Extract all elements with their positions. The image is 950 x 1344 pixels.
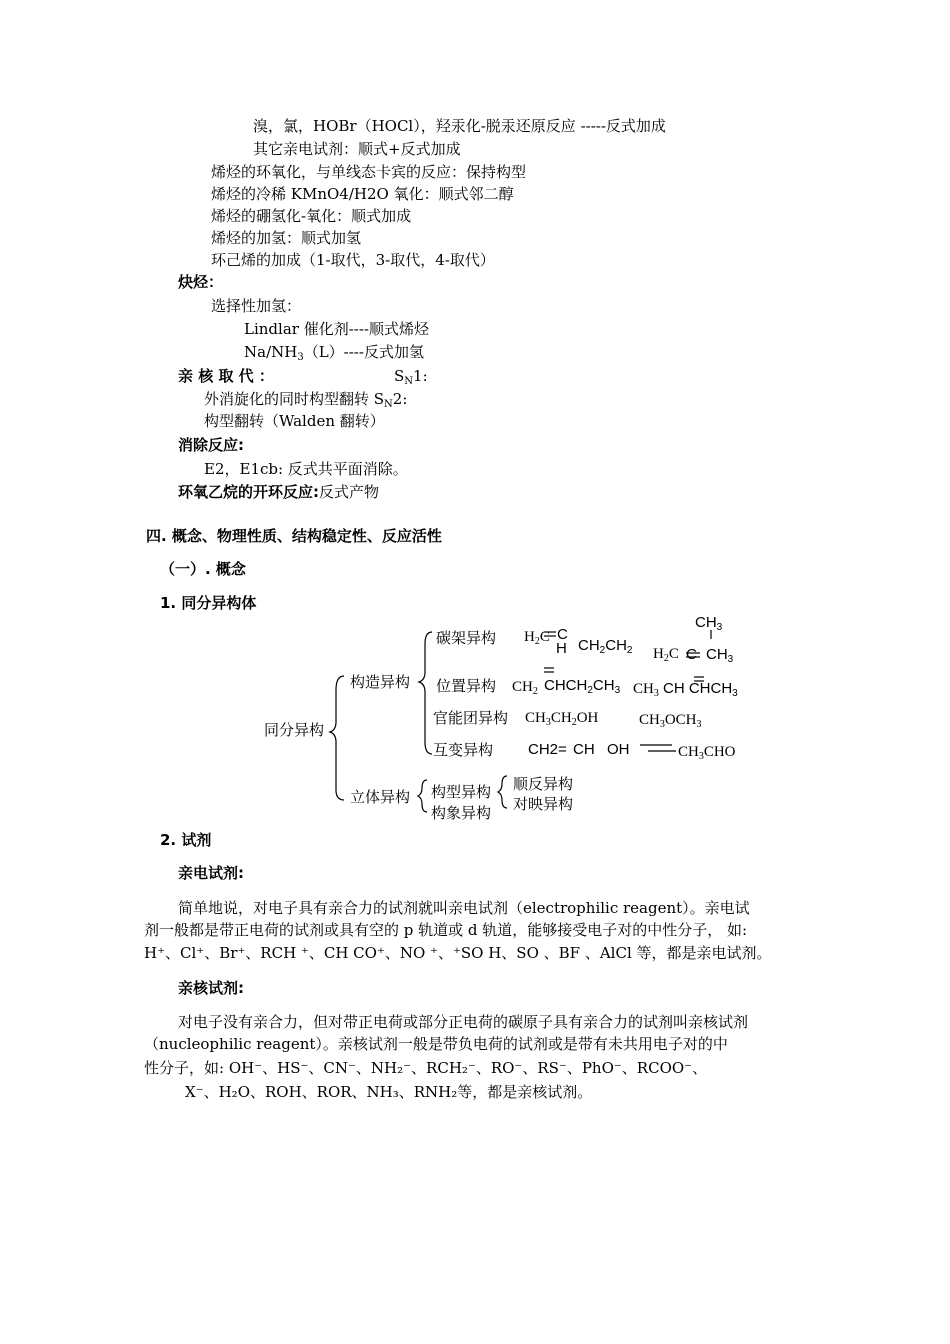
tautomerism: 互变异构	[433, 741, 494, 759]
functional-formula-dimethyl-ether: $CH_3OCH_3$	[639, 712, 702, 730]
skeleton-formula-a-start: $H_2C$	[524, 629, 550, 647]
position-formula-a: $CH_2$	[512, 679, 538, 697]
line-6: 烯烃的加氢：顺式加氢	[211, 229, 362, 247]
nucleophilic-substitution-heading: 亲 核 取 代 ：	[178, 367, 274, 385]
configurational-isomerism: 构型异构	[431, 783, 492, 801]
conformational-isomerism: 构象异构	[431, 804, 492, 822]
skeleton-formula-b-c: C	[686, 646, 697, 663]
stereoisomerism: 立体异构	[350, 788, 411, 806]
skeleton-formula-a-h: H	[556, 640, 567, 657]
line-7: 环己烯的加成（1-取代，3-取代，4-取代）	[211, 251, 495, 269]
functional-formula-ethanol: $CH_3CH_2OH$	[525, 710, 599, 728]
electrophile-para-1: 简单地说，对电子具有亲合力的试剂就叫亲电试剂（electrophilic reagent）。亲电试	[178, 899, 750, 917]
enantiomerism: 对映异构	[513, 795, 574, 813]
position-formula-b-tail: CH $CHCH_3$	[663, 680, 738, 699]
nucleophile-para-3: 性分子，如: OH⁻、HS⁻、CN⁻、NH₂⁻、RCH₂⁻、RO⁻、RS⁻、PhO⁻、RCOO⁻、	[144, 1059, 708, 1077]
nucleophile-para-4: X⁻、H₂O、ROH、ROR、NH₃、RNH₂等，都是亲核试剂。	[185, 1083, 593, 1101]
elimination-heading: 消除反应:	[178, 436, 244, 454]
e2-line: E2，E1cb: 反式共平面消除。	[204, 460, 408, 478]
skeleton-formula-b-methyl: $CH_3$	[695, 614, 723, 633]
tautomer-aldehyde: $CH_3CHO$	[678, 744, 736, 762]
tautomer-enol-a: CH2=	[528, 741, 567, 758]
skeleton-formula-b-start: $H_2C$	[653, 646, 679, 664]
subsection-concepts: （一）. 概念	[160, 560, 246, 578]
heading-isomers: 1. 同分异构体	[160, 594, 257, 612]
skeletal-isomerism: 碳架异构	[436, 629, 497, 647]
nucleophile-para-2: （nucleophilic reagent）。亲核试剂一般是带负电荷的试剂或是带有未共用电子对的中	[144, 1035, 728, 1053]
nucleophile-para-1: 对电子没有亲合力，但对带正电荷或部分正电荷的碳原子具有亲合力的试剂叫亲核试剂	[178, 1013, 749, 1031]
position-formula-b: $CH_3$	[633, 681, 659, 699]
racemization-line: 外消旋化的同时构型翻转 $S_N2$:	[204, 390, 408, 410]
selective-hydrogenation: 选择性加氢：	[211, 297, 302, 315]
electrophile-para-3: H⁺、Cl⁺、Br⁺、RCH ⁺、CH CO⁺、NO ⁺、⁺SO H、SO 、BF 、AlCl 等，都是亲电试剂。	[144, 944, 772, 962]
lindlar-line: Lindlar 催化剂----顺式烯烃	[244, 320, 429, 338]
line-5: 烯烃的硼氢化-氧化：顺式加成	[211, 207, 412, 225]
skeleton-formula-b-end: $CH_3$	[706, 646, 734, 665]
cis-trans-isomerism: 顺反异构	[513, 775, 574, 793]
skeleton-formula-a-c: C	[557, 626, 568, 643]
walden-line: 构型翻转（Walden 翻转）	[204, 412, 385, 430]
diagram-root-label: 同分异构	[264, 721, 325, 739]
nucleophile-heading: 亲核试剂:	[178, 979, 244, 997]
constitutional-isomerism: 构造异构	[350, 673, 411, 691]
line-1: 溴，氯，HOBr（HOCl），羟汞化-脱汞还原反应 -----反式加成	[253, 117, 666, 135]
tautomer-enol-b: CH	[573, 741, 595, 758]
electrophile-para-2: 剂一般都是带正电荷的试剂或具有空的 p 轨道或 d 轨道，能够接受电子对的中性分子， 如:	[144, 921, 748, 939]
position-formula-a-tail: $CHCH_2CH_3$	[544, 677, 621, 696]
positional-isomerism: 位置异构	[436, 677, 497, 695]
functional-group-isomerism: 官能团异构	[433, 709, 509, 727]
section-4-heading: 四. 概念、物理性质、结构稳定性、反应活性	[146, 527, 442, 545]
line-4: 烯烃的冷稀 KMnO4/H2O 氧化：顺式邻二醇	[211, 185, 514, 203]
na-nh3-line: $Na/NH_3(L)----$反式加氢	[244, 343, 424, 363]
epoxide-line: 环氧乙烷的开环反应:反式产物	[178, 483, 380, 501]
tautomer-enol-c: OH	[607, 741, 630, 758]
skeleton-formula-a-end: $CH_2CH_2$	[578, 637, 633, 656]
sn1-label: $S_N1$:	[394, 367, 428, 387]
line-3: 烯烃的环氧化，与单线态卡宾的反应：保持构型	[211, 163, 527, 181]
heading-reagents: 2. 试剂	[160, 831, 212, 849]
electrophile-heading: 亲电试剂:	[178, 864, 244, 882]
alkyne-heading: 炔烃：	[178, 273, 224, 291]
line-2: 其它亲电试剂：顺式+反式加成	[253, 140, 461, 158]
